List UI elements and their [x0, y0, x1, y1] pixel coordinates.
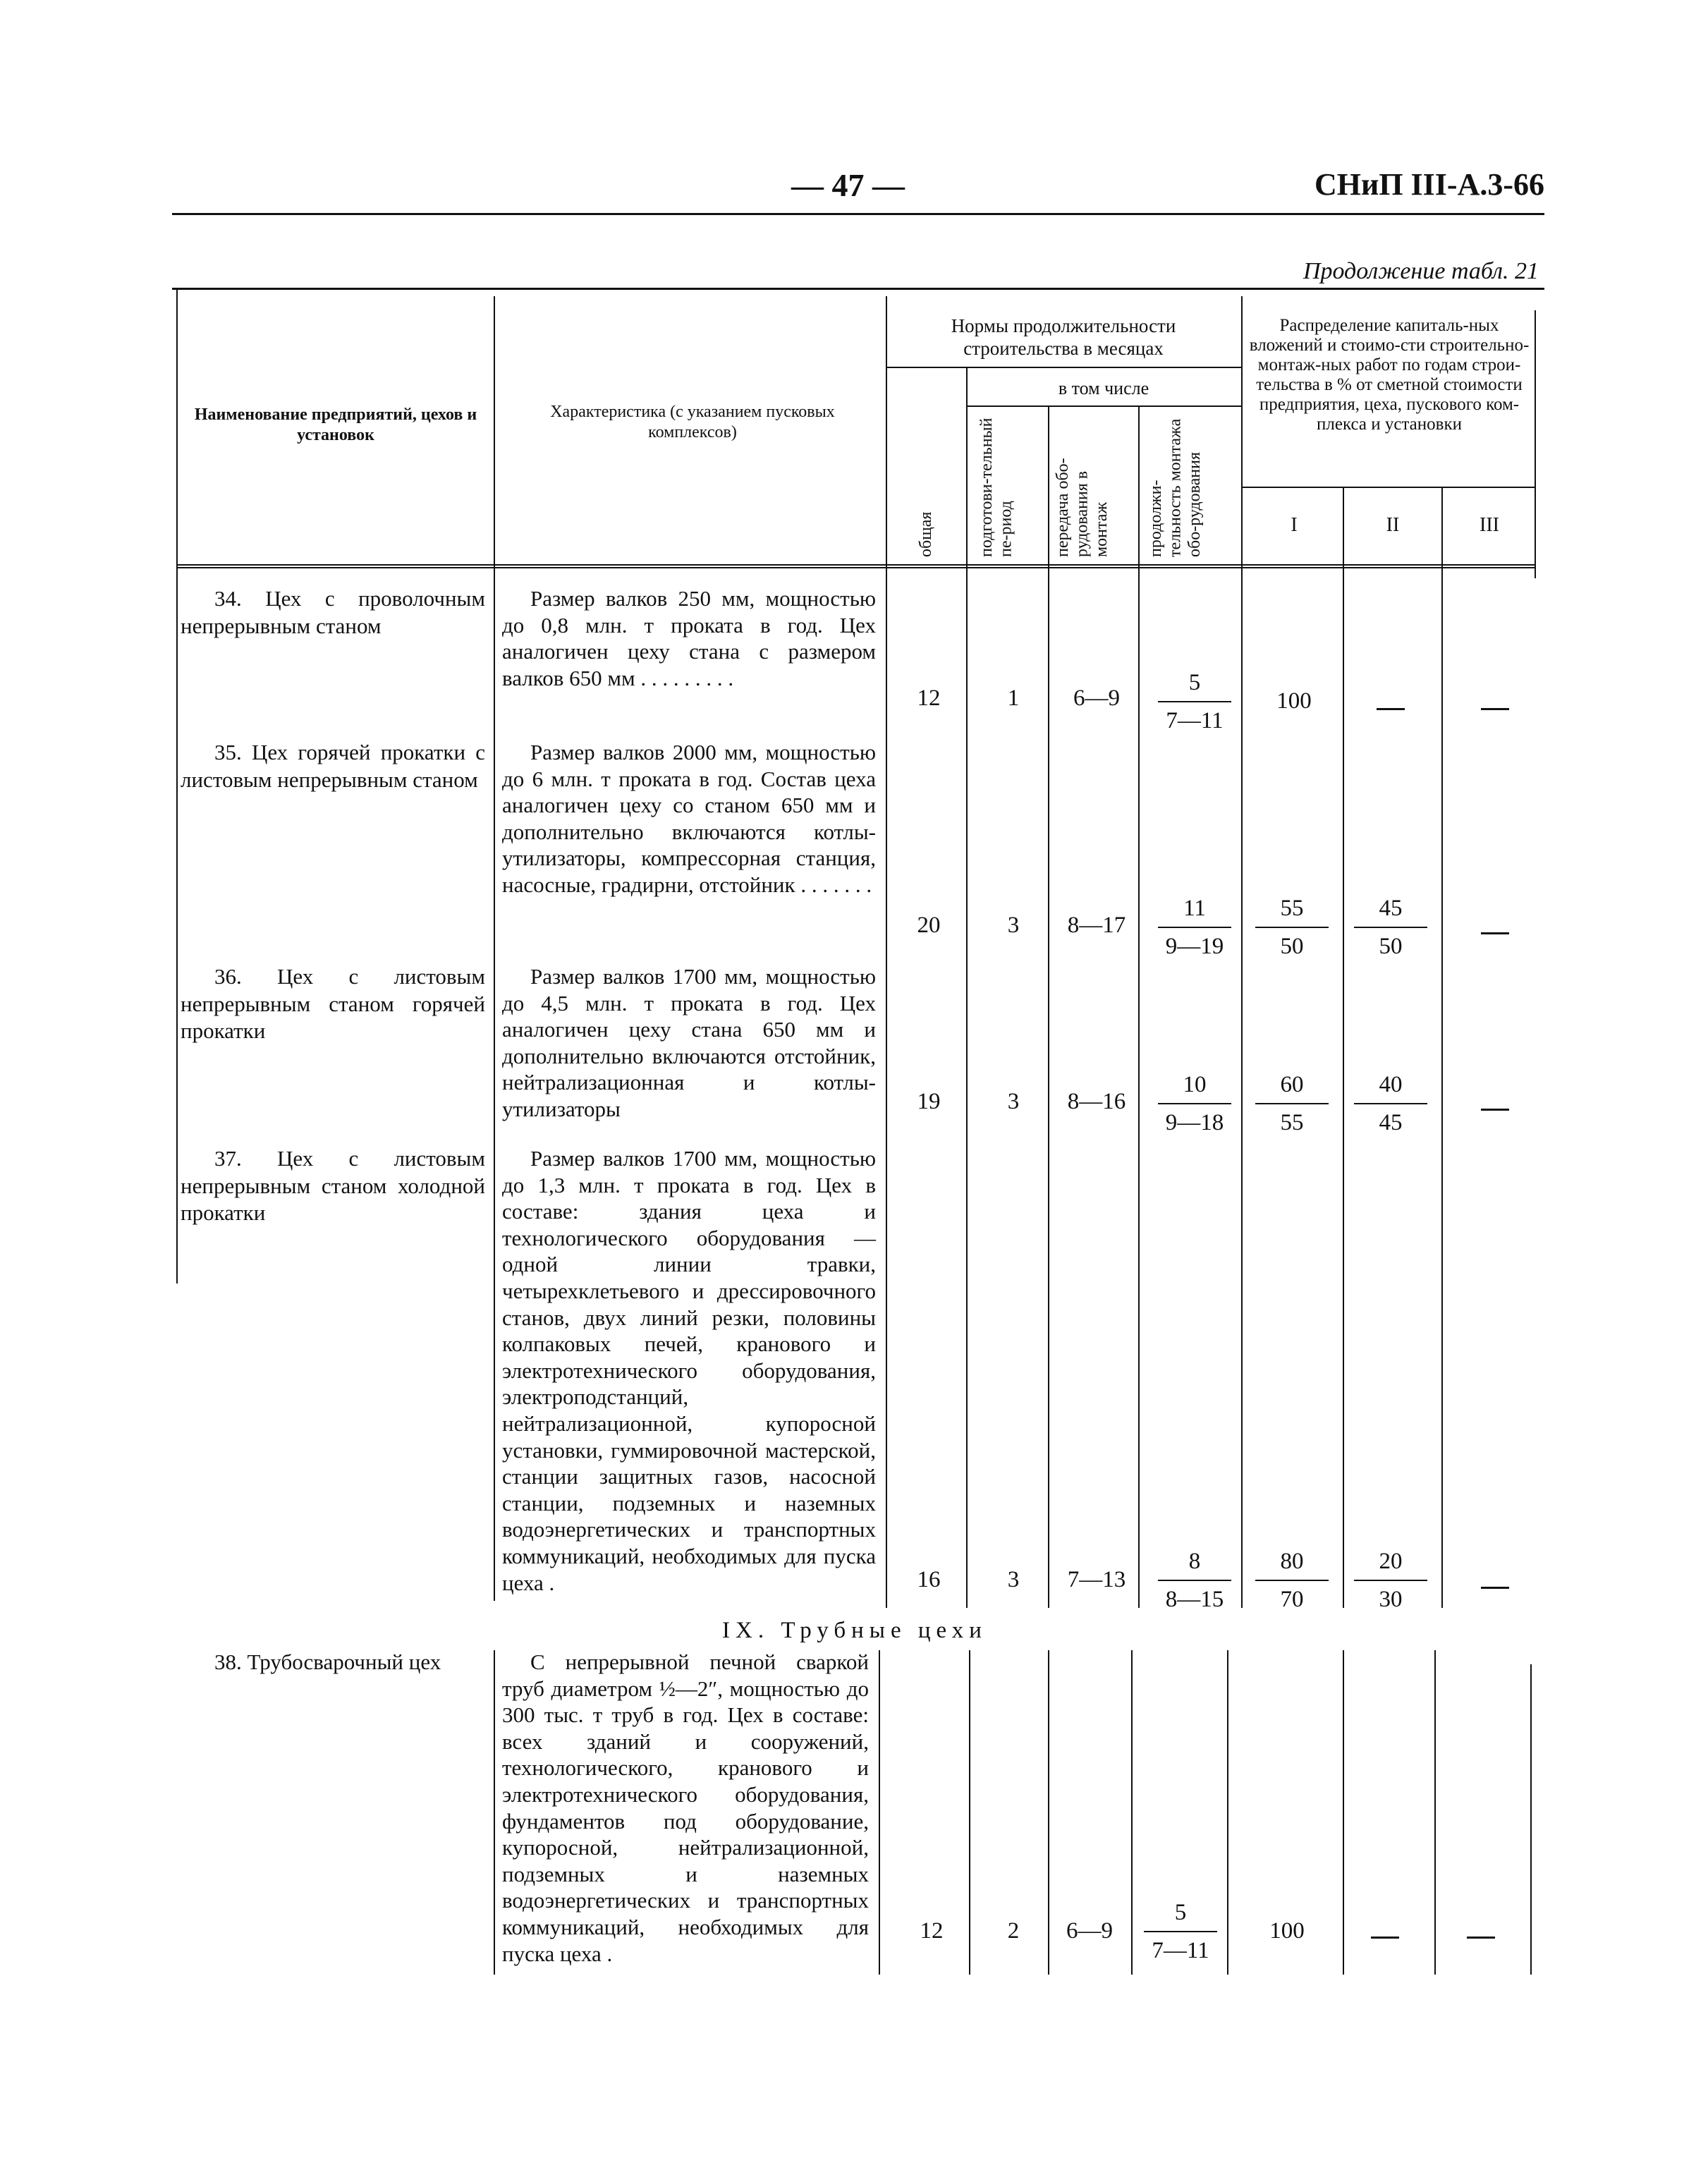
col-divider-char-lower [879, 1650, 880, 1975]
row-year-1: 100 [1276, 688, 1312, 714]
row-year-1: 100 [1269, 1918, 1305, 1944]
row-year-2-fraction: 40 45 [1348, 1072, 1433, 1136]
row-characteristic: Размер валков 2000 мм, мощностью до 6 млн. т проката в год. Состав цеха аналогичен цеху со станом 650 мм и дополнительно включаются котлы-утилизаторы, компрессорная станция, насосные, градирни, отстойник . . . . . . . [502, 740, 876, 897]
row-prep: 3 [1007, 913, 1020, 938]
row-duration-fraction: 5 7—11 [1138, 1900, 1223, 1964]
col-divider-char [886, 296, 887, 1608]
header-year-2: II [1386, 514, 1400, 536]
row-transfer: 8—17 [1067, 913, 1126, 938]
table-top-rule [172, 288, 1544, 290]
col-divider-duration [1241, 296, 1243, 1608]
row-prep: 1 [1007, 685, 1020, 711]
row-duration-fraction: 8 8—15 [1152, 1549, 1237, 1613]
header-including: в том числе [1058, 378, 1149, 398]
table-continuation-label: Продолжение табл. 21 [1303, 258, 1539, 284]
row-year-2-fraction: 20 30 [1348, 1549, 1433, 1613]
header-prep: подготови-тельный пе-риод [977, 417, 1015, 557]
row-characteristic: Размер валков 1700 мм, мощностью до 4,5 млн. т проката в год. Цех аналогичен цеху стана 650 мм и дополнительно включаются отстойник, нейтрализационная и котлы-утилизаторы [502, 964, 876, 1121]
header-duration: продолжи-тельность монтажа обо-рудования [1147, 418, 1204, 557]
page-number: — 47 — [791, 167, 905, 203]
rule-under-norms [886, 367, 1241, 368]
row-year-3-dash [1481, 1109, 1509, 1111]
row-duration-fraction: 10 9—18 [1152, 1072, 1237, 1136]
document-code: СНиП III-А.3-66 [1314, 167, 1544, 202]
row-total: 16 [917, 1567, 941, 1592]
row-name: 35. Цех горячей прокатки с листовым непрерывным станом [181, 740, 485, 792]
row-total: 20 [917, 913, 941, 938]
row-characteristic: Размер валков 250 мм, мощностью до 0,8 млн. т проката в год. Цех аналогичен цеху стана с размером валков 650 мм . . . . . . . . . [502, 586, 876, 690]
table-right-border [1535, 310, 1536, 578]
row-total: 12 [920, 1918, 944, 1944]
row-transfer: 8—16 [1067, 1089, 1126, 1114]
row-characteristic: С непрерывной печной сваркой труб диаметром ½—2″, мощностью до 300 тыс. т труб в год. Цех в составе: всех зданий и сооружений, технологического, кранового и электротехнического оборудования, фундаментов под оборудование, купоросной, нейтрализационной, подземных и наземных водоэнергетических и транспортных коммуникаций, необходимых для пуска цеха . [502, 1649, 869, 1966]
col-divider-duration-lower [1227, 1650, 1228, 1975]
rule-under-distr [1241, 487, 1535, 488]
row-year-1-fraction: 80 70 [1250, 1549, 1334, 1613]
col-divider-y2 [1441, 487, 1443, 1608]
row-transfer: 6—9 [1073, 685, 1120, 711]
section-heading: IX. Трубные цехи [722, 1618, 987, 1643]
col-divider-total [966, 367, 968, 1608]
row-transfer: 7—13 [1067, 1567, 1126, 1592]
row-year-2-dash [1377, 708, 1405, 710]
header-year-3: III [1480, 514, 1499, 536]
row-characteristic: Размер валков 1700 мм, мощностью до 1,3 млн. т проката в год. Цех в составе: здания цеха и технологического оборудования — одной линии травки, четырехклетьевого и дрессировочного станов, двух линий резки, половины колпаковых печей, кранового и электротехнического оборудования, электроподстанций, нейтрализационной, купоросной установки, гуммировочной мастерской, станции защитных газов, насосной станции, подземных и наземных водоэнергетических и транспортных коммуникаций, необходимых для пуска цеха . [502, 1146, 876, 1595]
row-prep: 3 [1007, 1567, 1020, 1592]
col-divider-prep [1048, 405, 1049, 1608]
col-divider-transfer [1138, 405, 1140, 1608]
col-divider-y1-lower [1343, 1650, 1344, 1975]
row-total: 12 [917, 685, 941, 711]
header-name: Наименование предприятий, цехов и установок [194, 405, 477, 444]
header-norms: Нормы продолжительности строительства в месяцах [951, 315, 1176, 360]
header-transfer: передача обо-рудования в монтаж [1054, 458, 1111, 557]
row-year-1-fraction: 55 50 [1250, 896, 1334, 960]
row-total: 19 [917, 1089, 941, 1114]
row-transfer: 6—9 [1066, 1918, 1113, 1944]
col-divider-name-lower [494, 1650, 495, 1975]
rule-under-incl [966, 405, 1241, 407]
col-divider-total-lower [969, 1650, 970, 1975]
row-year-3-dash [1481, 1587, 1509, 1589]
row-year-2-fraction: 45 50 [1348, 896, 1433, 960]
row-year-2-dash [1371, 1937, 1399, 1939]
col-divider-y1 [1343, 487, 1344, 1608]
row-name: 36. Цех с листовым непрерывным станом горячей прокатки [181, 964, 485, 1043]
header-total: общая [917, 511, 935, 557]
table-right-border-lower [1530, 1664, 1532, 1975]
col-divider-prep-lower [1048, 1650, 1049, 1975]
col-divider-transfer-lower [1131, 1650, 1133, 1975]
row-name: 38. Трубосварочный цех [214, 1649, 441, 1674]
row-prep: 2 [1007, 1918, 1020, 1944]
header-bottom-rule-2 [176, 567, 1535, 568]
row-year-3-dash [1481, 708, 1509, 710]
col-divider-name [494, 296, 495, 1601]
col-divider-y2-lower [1434, 1650, 1436, 1975]
header-bottom-rule [176, 564, 1535, 566]
row-name: 37. Цех с листовым непрерывным станом холодной прокатки [181, 1146, 485, 1225]
row-year-1-fraction: 60 55 [1250, 1072, 1334, 1136]
table-left-border [176, 289, 178, 1283]
row-name: 34. Цех с проволочным непрерывным станом [181, 586, 485, 638]
row-prep: 3 [1007, 1089, 1020, 1114]
row-year-3-dash [1467, 1937, 1495, 1939]
header-distribution: Распределение капиталь-ных вложений и стоимо-сти строительно-монтаж-ных работ по годам строи-тельства в % от сметной стоимости предприятия, цеха, пускового ком-плекса и установки [1249, 316, 1530, 434]
row-year-3-dash [1481, 932, 1509, 934]
header-rule [172, 213, 1544, 215]
header-characteristic: Характеристика (с указанием пусковых комплексов) [550, 403, 835, 441]
header-year-1: I [1291, 514, 1298, 536]
row-duration-fraction: 5 7—11 [1152, 670, 1237, 734]
row-duration-fraction: 11 9—19 [1152, 896, 1237, 960]
